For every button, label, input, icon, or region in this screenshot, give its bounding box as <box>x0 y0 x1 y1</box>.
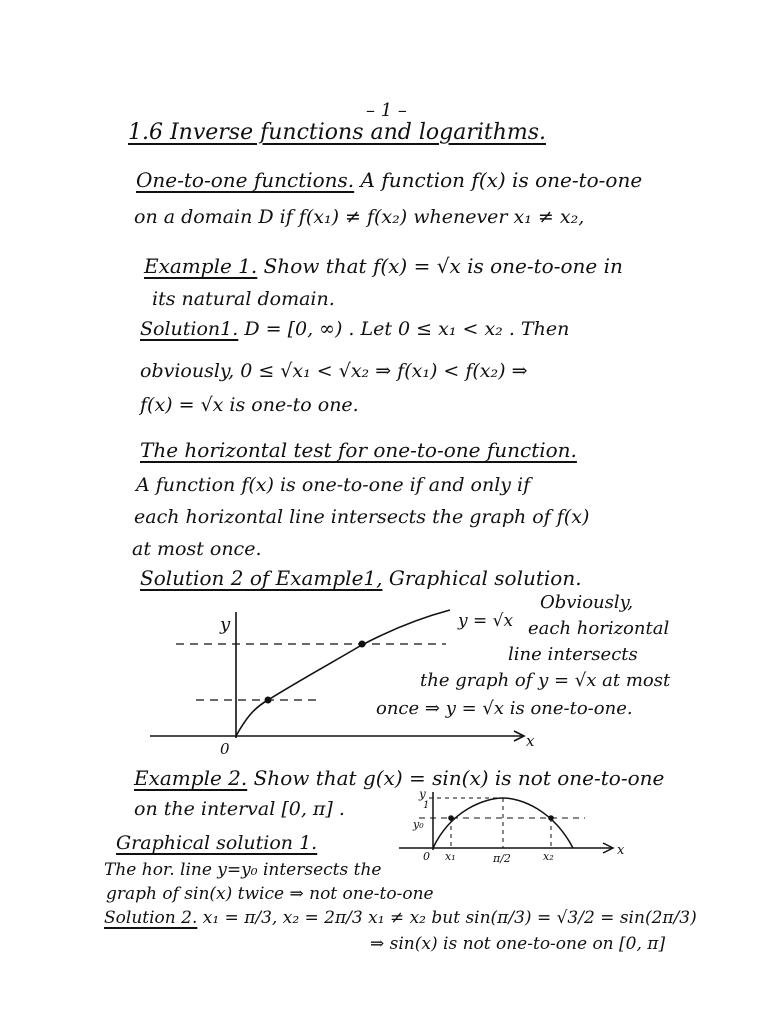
horizontal-test-line-2: each horizontal line intersects the graph of f(x) <box>134 506 590 528</box>
definition-line-1 <box>136 170 642 190</box>
example2-conclusion: ⇒ sin(x) is not one-to-one on [0, π] <box>370 934 666 954</box>
sin-graph-x2-label: x₂ <box>543 850 554 863</box>
solution2-heading-rest: Graphical solution. <box>388 566 582 590</box>
graph-note-line-2: each horizontal <box>528 618 670 639</box>
solution1-line-2: obviously, 0 ≤ √x₁ < √x₂ ⇒ f(x₁) < f(x₂) ⇒ <box>140 360 528 382</box>
sqrt-graph-origin-label: 0 <box>220 740 230 758</box>
sqrt-graph-curve-label: y = √x <box>458 611 514 631</box>
solution2-heading <box>140 568 582 588</box>
example2-label: Example 2. <box>134 766 248 790</box>
sqrt-graph-intersection-lower <box>265 697 272 704</box>
sqrt-graph-intersection-upper <box>359 641 366 648</box>
page-number: – 1 – <box>366 100 407 121</box>
definition-line-2: on a domain D if f(x₁) ≠ f(x₂) whenever x₁ ≠ x₂, <box>134 206 585 228</box>
graph-note-line-3: line intersects <box>508 644 638 665</box>
horizontal-test-line-3: at most once. <box>132 538 262 560</box>
sin-graph-x1-label: x₁ <box>445 850 456 863</box>
hor-line-text-2: graph of sin(x) twice ⇒ not one-to-one <box>106 884 434 904</box>
section-title: 1.6 Inverse functions and logarithms. <box>128 120 547 145</box>
solution2-ex2-line <box>104 910 697 927</box>
solution1-label: Solution1. <box>140 318 239 340</box>
graphical-solution-label: Graphical solution 1. <box>116 832 318 854</box>
graph-note-line-4: the graph of y = √x at most <box>420 670 671 691</box>
solution2-ex2-label: Solution 2. <box>104 908 198 928</box>
example2-line-2: on the interval [0, π] . <box>134 798 345 820</box>
example1-line-1-rest: Show that f(x) = √x is one-to-one in <box>263 254 623 278</box>
solution1-line-1 <box>140 320 569 339</box>
sqrt-graph-x-label: x <box>526 732 535 750</box>
solution1-line-1-rest: D = [0, ∞) . Let 0 ≤ x₁ < x₂ . Then <box>244 318 570 340</box>
sin-graph-pi-half-label: π/2 <box>493 852 511 865</box>
graph-note-line-1: Obviously, <box>540 592 634 613</box>
sin-graph <box>395 786 635 866</box>
sin-graph-x-label: x <box>617 843 625 858</box>
solution1-line-3: f(x) = √x is one-to one. <box>140 394 359 416</box>
example2-line-1 <box>134 768 664 788</box>
graph-note-line-5: once ⇒ y = √x is one-to-one. <box>376 698 633 719</box>
sin-graph-origin-label: 0 <box>423 850 430 863</box>
example1-line-2: its natural domain. <box>152 288 335 310</box>
sin-graph-point-x1 <box>448 815 454 821</box>
sin-graph-y0-label: y₀ <box>413 818 424 831</box>
sin-graph-point-x2 <box>548 815 554 821</box>
horizontal-test-heading: The horizontal test for one-to-one function. <box>140 438 577 462</box>
sin-graph-y-label: y <box>419 787 426 801</box>
sqrt-graph-y-label: y <box>220 614 231 635</box>
definition-line-1-rest: A function f(x) is one-to-one <box>360 168 643 192</box>
example2-line-1-rest: Show that g(x) = sin(x) is not one-to-one <box>253 766 665 790</box>
example1-line-1 <box>144 256 623 276</box>
sin-graph-one-label: 1 <box>423 800 430 811</box>
definition-term: One-to-one functions. <box>136 168 355 192</box>
solution2-ex2-rest: x₁ = π/3, x₂ = 2π/3 x₁ ≠ x₂ but sin(π/3) = √3/2 = sin(2π/3) <box>202 908 697 928</box>
horizontal-test-line-1: A function f(x) is one-to-one if and only if <box>136 474 531 496</box>
example1-label: Example 1. <box>144 254 258 278</box>
hor-line-text-1: The hor. line y=y₀ intersects the <box>104 860 382 880</box>
solution2-heading-underlined: Solution 2 of Example1, <box>140 566 383 590</box>
